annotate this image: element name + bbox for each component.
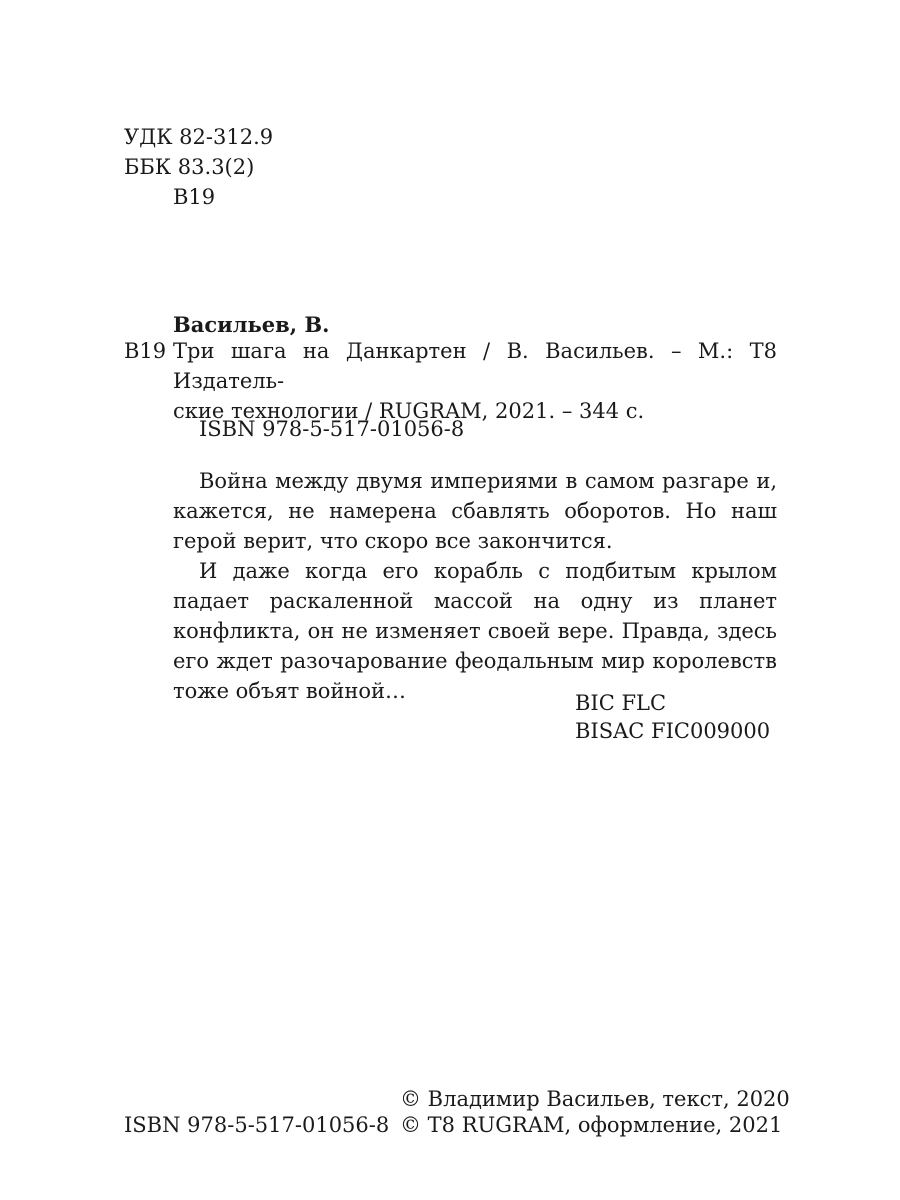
bisac-code: BISAC FIC009000: [575, 719, 771, 743]
bic-code: BIC FLC: [575, 691, 667, 715]
bibliographic-description: [173, 336, 777, 426]
annotation-paragraph-1: Война между двумя империями в самом разгаре и, кажется, не намерена сбавлять оборотов. Но наш герой верит, что скоро все закончится.: [173, 469, 777, 553]
author-mark-left: В19: [124, 339, 167, 363]
annotation-paragraph-2: И даже когда его корабль с подбитым крылом падает раскаленной массой на одну из планет конфликта, он не изменяет своей вере. Правда, здесь его ждет разочарование феодальным мир королевств тоже объят войной…: [173, 559, 777, 703]
author-name: Васильев, В.: [173, 312, 330, 337]
udk-code: УДК 82-312.9: [124, 125, 274, 149]
isbn-bottom: ISBN 978-5-517-01056-8: [124, 1113, 390, 1137]
biblio-line-1: Три шага на Данкартен / В. Васильев. – М.: Т8 Издатель-: [173, 339, 777, 393]
author-mark-top: В19: [173, 185, 216, 209]
copyright-text: © Владимир Васильев, текст, 2020: [400, 1087, 790, 1111]
biblio-line-2: ские технологии / RUGRAM, 2021. – 344 с.: [173, 399, 645, 423]
copyright-design: © Т8 RUGRAM, оформление, 2021: [400, 1113, 783, 1137]
isbn-main: ISBN 978-5-517-01056-8: [199, 417, 465, 441]
bbk-code: ББК 83.3(2): [124, 155, 255, 179]
annotation: [173, 466, 777, 706]
